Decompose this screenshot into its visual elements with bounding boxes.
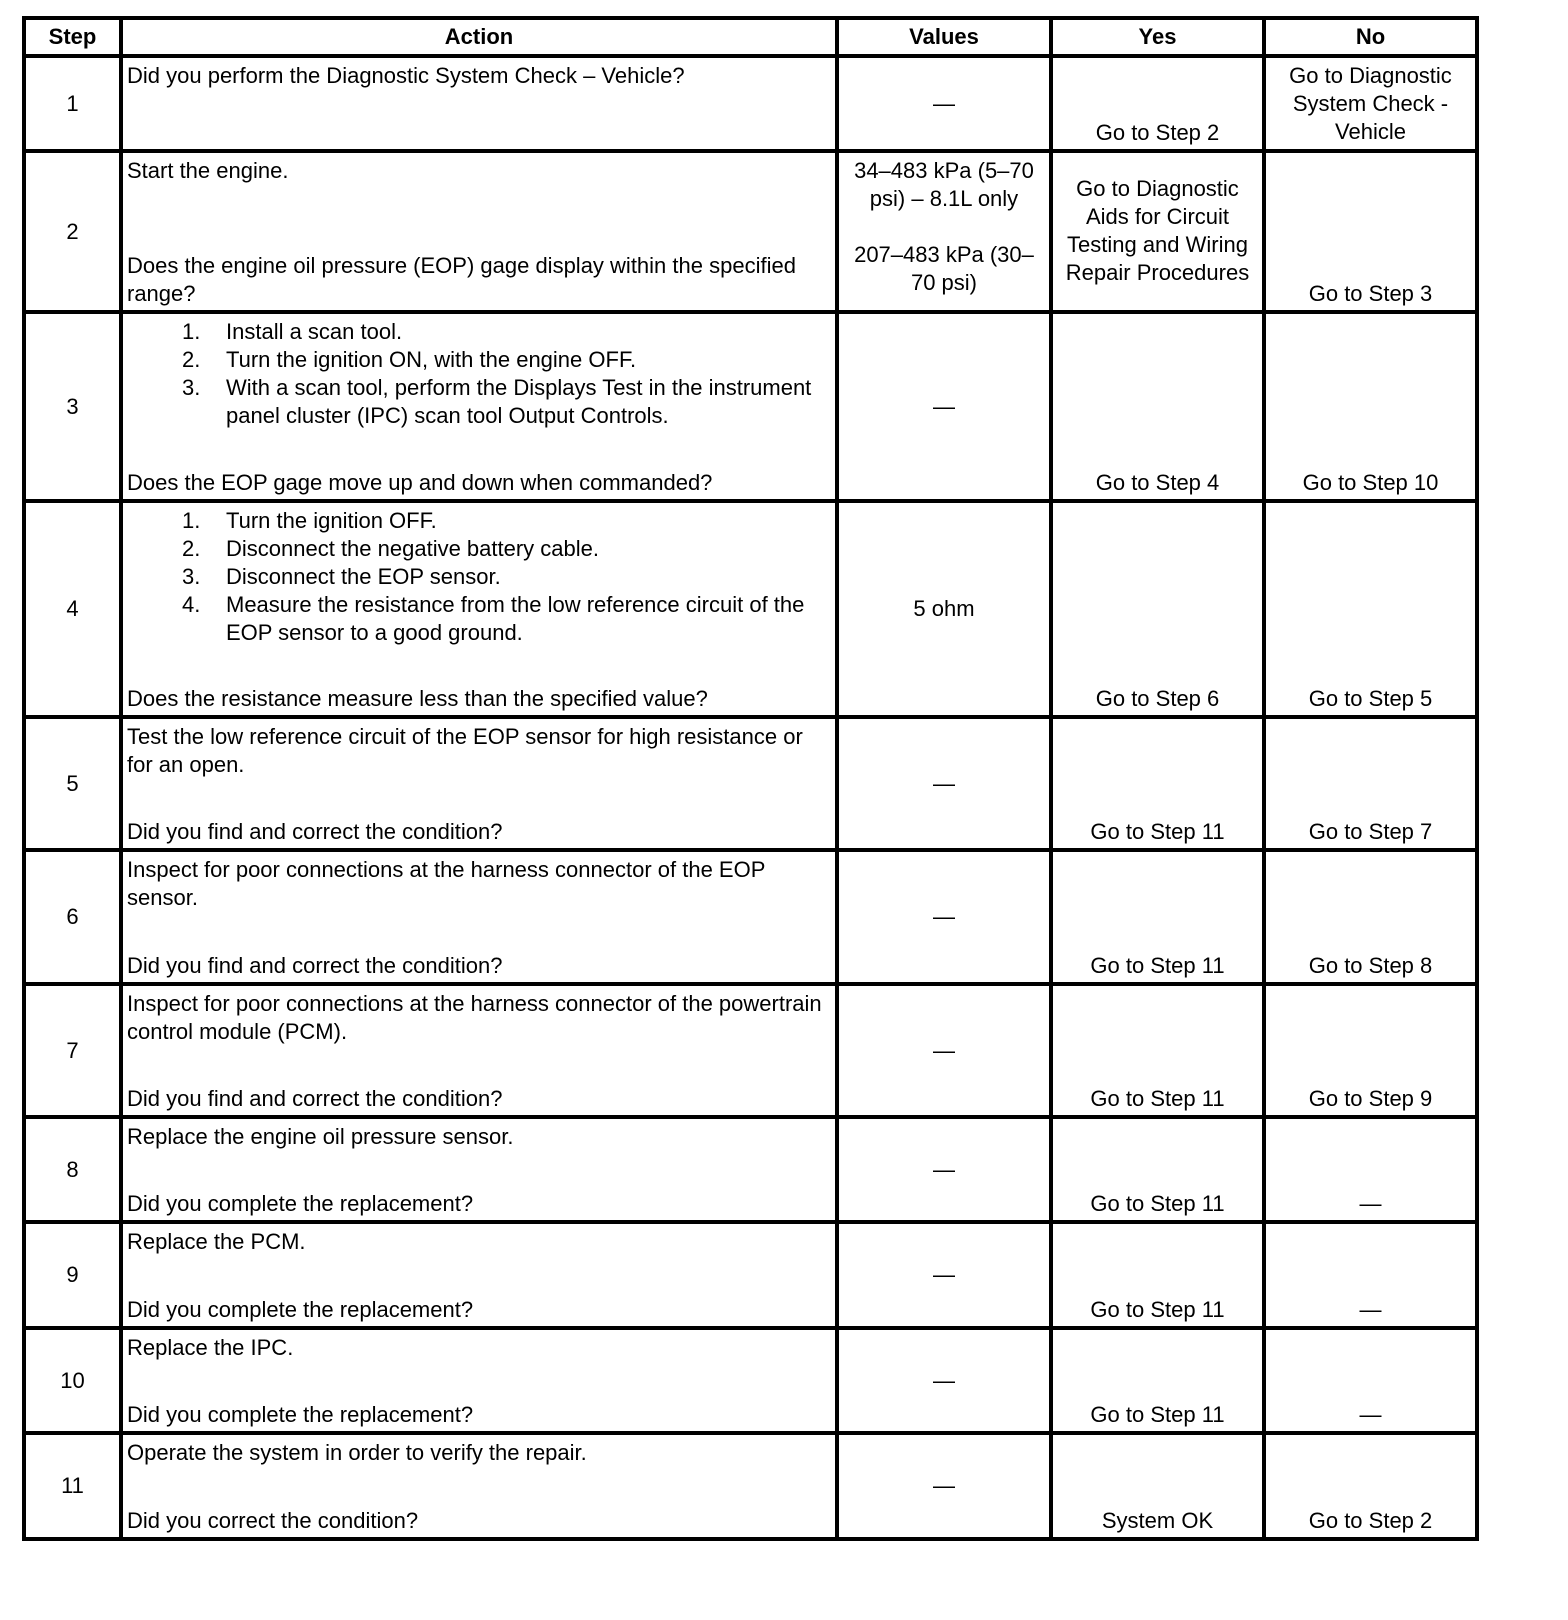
action-list-item: [127, 374, 831, 430]
action-instructions: [127, 856, 831, 912]
yes-result: Go to Step 11: [1051, 1117, 1264, 1222]
action-question: Did you complete the replacement?: [127, 1297, 474, 1322]
action-content: [127, 1439, 831, 1535]
action-question: Did you complete the replacement?: [127, 1191, 474, 1216]
value-text: —: [933, 904, 955, 929]
action-question: Does the EOP gage move up and down when commanded?: [127, 470, 713, 495]
action-list-item: [127, 507, 831, 535]
header-no: No: [1264, 18, 1477, 56]
action-cell: [121, 1117, 837, 1222]
action-cell: [121, 1222, 837, 1328]
header-values: Values: [837, 18, 1051, 56]
value-text: —: [933, 1367, 955, 1393]
step-number: 5: [24, 717, 121, 850]
action-text: Inspect for poor connections at the harness connector of the powertrain control module (PCM).: [127, 991, 822, 1044]
action-instructions: [127, 1439, 831, 1467]
list-text: Turn the ignition ON, with the engine OFF.: [226, 347, 637, 372]
action-cell: [121, 1328, 837, 1433]
list-number: 4.: [182, 592, 201, 617]
yes-result: Go to Step 4: [1051, 312, 1264, 501]
action-question: Did you find and correct the condition?: [127, 819, 503, 844]
values-cell: [837, 56, 1051, 151]
yes-result: Go to Step 11: [1051, 1328, 1264, 1433]
action-cell: [121, 984, 837, 1117]
header-row: [24, 18, 1477, 56]
values-cell: [837, 1328, 1051, 1433]
list-number: 2.: [182, 347, 201, 372]
value-text: 5 ohm: [913, 596, 975, 621]
action-instructions: [127, 62, 831, 90]
list-text: Disconnect the EOP sensor.: [226, 564, 501, 589]
action-list-item: [127, 318, 831, 346]
action-instructions: [127, 507, 831, 647]
list-number: 3.: [182, 564, 201, 589]
no-result: Go to Step 10: [1264, 312, 1477, 501]
list-text: Disconnect the negative battery cable.: [226, 536, 600, 561]
table-row: [24, 850, 1477, 984]
yes-result: System OK: [1051, 1433, 1264, 1539]
no-result: Go to Step 8: [1264, 850, 1477, 984]
table-row: [24, 1328, 1477, 1433]
yes-result: Go to Step 11: [1051, 1222, 1264, 1328]
no-result: Go to Step 3: [1264, 151, 1477, 312]
action-question: Did you correct the condition?: [127, 1508, 419, 1533]
table-row: [24, 56, 1477, 151]
step-number: 2: [24, 151, 121, 312]
action-instructions: [127, 990, 831, 1046]
step-number: 11: [24, 1433, 121, 1539]
values-cell: [837, 312, 1051, 501]
action-text: Inspect for poor connections at the harness connector of the EOP sensor.: [127, 857, 765, 910]
value-text: —: [933, 1037, 955, 1063]
list-text: With a scan tool, perform the Displays Test in the instrument panel cluster (IPC) scan tool Output Controls.: [226, 375, 812, 428]
step-number: 6: [24, 850, 121, 984]
yes-result: Go to Step 2: [1051, 56, 1264, 151]
table-row: [24, 1117, 1477, 1222]
no-result: Go to Step 7: [1264, 717, 1477, 850]
step-number: 9: [24, 1222, 121, 1328]
list-text: Turn the ignition OFF.: [226, 508, 437, 533]
value-text: 34–483 kPa (5–70 psi) – 8.1L only: [854, 158, 1034, 211]
action-question: Did you find and correct the condition?: [127, 1086, 503, 1111]
action-content: [127, 723, 831, 846]
action-question: Did you complete the replacement?: [127, 1402, 474, 1427]
value-text: —: [933, 1262, 955, 1287]
list-number: 3.: [182, 375, 201, 400]
action-instructions: [127, 723, 831, 779]
action-cell: [121, 312, 837, 501]
action-text: Operate the system in order to verify the repair.: [127, 1440, 587, 1465]
action-content: [127, 990, 831, 1113]
action-text: Replace the IPC.: [127, 1335, 294, 1360]
value-text: —: [933, 1473, 955, 1498]
action-cell: [121, 717, 837, 850]
values-cell: [837, 717, 1051, 850]
value-text: —: [933, 393, 955, 419]
yes-result: Go to Step 6: [1051, 501, 1264, 717]
action-list-item: [127, 591, 831, 647]
action-cell: [121, 850, 837, 984]
action-cell: [121, 56, 837, 151]
action-cell: [121, 151, 837, 312]
action-content: [127, 318, 831, 497]
no-result: —: [1264, 1117, 1477, 1222]
table-row: [24, 717, 1477, 850]
header-yes: Yes: [1051, 18, 1264, 56]
table-row: [24, 1222, 1477, 1328]
action-text: Test the low reference circuit of the EOP sensor for high resistance or for an open.: [127, 724, 803, 777]
values-cell: [837, 1433, 1051, 1539]
action-text: Start the engine.: [127, 158, 289, 183]
table-row: [24, 1433, 1477, 1539]
action-instructions: [127, 1334, 831, 1362]
values-cell: [837, 501, 1051, 717]
action-question: Did you find and correct the condition?: [127, 953, 503, 978]
yes-result: Go to Step 11: [1051, 984, 1264, 1117]
table-row: [24, 312, 1477, 501]
table-row: [24, 151, 1477, 312]
action-text: Did you perform the Diagnostic System Check – Vehicle?: [127, 63, 685, 88]
no-result: Go to Step 2: [1264, 1433, 1477, 1539]
step-number: 4: [24, 501, 121, 717]
action-list-item: [127, 563, 831, 591]
action-cell: [121, 501, 837, 717]
action-content: [127, 1228, 831, 1324]
yes-result: Go to Diagnostic Aids for Circuit Testing and Wiring Repair Procedures: [1051, 151, 1264, 312]
action-question: Does the resistance measure less than the specified value?: [127, 686, 708, 711]
values-cell: [837, 984, 1051, 1117]
no-result: Go to Diagnostic System Check - Vehicle: [1264, 56, 1477, 151]
action-content: [127, 1123, 831, 1218]
values-cell: [837, 151, 1051, 312]
action-content: [127, 62, 831, 147]
action-instructions: [127, 1123, 831, 1151]
list-text: Install a scan tool.: [226, 319, 403, 344]
yes-result: Go to Step 11: [1051, 850, 1264, 984]
list-number: 1.: [182, 319, 201, 344]
action-instructions: [127, 157, 831, 185]
list-text: Measure the resistance from the low reference circuit of the EOP sensor to a good ground.: [226, 592, 805, 645]
yes-result: Go to Step 11: [1051, 717, 1264, 850]
action-instructions: [127, 318, 831, 430]
value-text: 207–483 kPa (30–70 psi): [854, 242, 1034, 295]
action-cell: [121, 1433, 837, 1539]
step-number: 1: [24, 56, 121, 151]
value-text: —: [933, 770, 955, 796]
action-instructions: [127, 1228, 831, 1256]
step-number: 8: [24, 1117, 121, 1222]
step-number: 10: [24, 1328, 121, 1433]
table-row: [24, 984, 1477, 1117]
values-cell: [837, 1117, 1051, 1222]
action-content: [127, 507, 831, 713]
no-result: —: [1264, 1328, 1477, 1433]
value-text: —: [933, 1156, 955, 1182]
values-cell: [837, 1222, 1051, 1328]
list-number: 2.: [182, 536, 201, 561]
diagnostic-table: [22, 16, 1479, 1541]
action-question: Does the engine oil pressure (EOP) gage display within the specified range?: [127, 253, 796, 306]
value-text: —: [933, 90, 955, 116]
table-row: [24, 501, 1477, 717]
action-content: [127, 856, 831, 980]
list-number: 1.: [182, 508, 201, 533]
action-content: [127, 1334, 831, 1429]
no-result: Go to Step 9: [1264, 984, 1477, 1117]
values-spacer: [842, 213, 1046, 241]
step-number: 3: [24, 312, 121, 501]
no-result: —: [1264, 1222, 1477, 1328]
action-list-item: [127, 535, 831, 563]
no-result: Go to Step 5: [1264, 501, 1477, 717]
header-step: Step: [24, 18, 121, 56]
values-cell: [837, 850, 1051, 984]
action-text: Replace the PCM.: [127, 1229, 306, 1254]
action-content: [127, 157, 831, 308]
header-action: Action: [121, 18, 837, 56]
action-text: Replace the engine oil pressure sensor.: [127, 1124, 514, 1149]
action-list-item: [127, 346, 831, 374]
step-number: 7: [24, 984, 121, 1117]
